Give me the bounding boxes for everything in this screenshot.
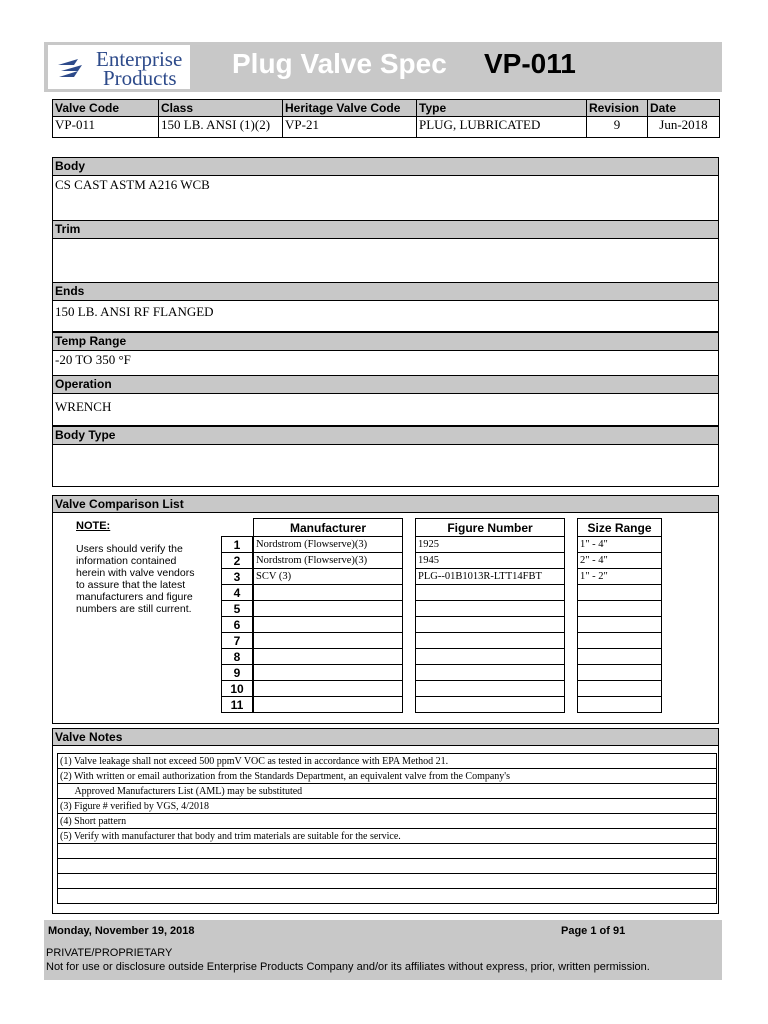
table-row xyxy=(222,665,253,681)
note-line xyxy=(58,889,717,904)
table-row xyxy=(416,601,565,617)
row-number: 7 xyxy=(222,633,253,649)
figure-number-header: Figure Number xyxy=(416,519,565,537)
temp-range-section xyxy=(52,332,719,376)
temp-range-value: -20 TO 350 °F xyxy=(55,352,131,367)
info-header-cell: Class xyxy=(159,100,283,117)
private-label: PRIVATE/PROPRIETARY xyxy=(46,947,173,959)
figure-number-cell xyxy=(416,681,565,697)
table-row xyxy=(416,537,565,553)
trim-label: Trim xyxy=(53,221,718,239)
valve-code-value: VP-011 xyxy=(53,117,159,138)
heritage-code-value: VP-21 xyxy=(283,117,417,138)
table-row xyxy=(416,681,565,697)
size-range-cell xyxy=(578,697,662,713)
row-number: 6 xyxy=(222,617,253,633)
info-header-cell: Date xyxy=(648,100,720,117)
row-number: 1 xyxy=(222,537,253,553)
table-row xyxy=(222,681,253,697)
table-row xyxy=(254,569,403,585)
note-row xyxy=(58,769,717,784)
class-value: 150 LB. ANSI (1)(2) xyxy=(159,117,283,138)
print-date: Monday, November 19, 2018 xyxy=(48,925,195,937)
page-header xyxy=(44,42,722,92)
table-row xyxy=(578,537,662,553)
page-footer xyxy=(44,920,722,980)
table-row xyxy=(222,537,253,553)
manufacturer-cell xyxy=(254,681,403,697)
row-number: 5 xyxy=(222,601,253,617)
info-header-cell: Heritage Valve Code xyxy=(283,100,417,117)
size-range-cell: 1" - 2" xyxy=(578,569,662,585)
manufacturer-cell xyxy=(254,665,403,681)
body-section xyxy=(52,157,719,221)
table-row xyxy=(416,665,565,681)
info-header-cell: Type xyxy=(417,100,587,117)
row-number: 2 xyxy=(222,553,253,569)
note-line xyxy=(58,844,717,859)
note-row xyxy=(58,814,717,829)
note-line xyxy=(58,859,717,874)
table-row xyxy=(416,569,565,585)
manufacturer-cell: Nordstrom (Flowserve)(3) xyxy=(254,537,403,553)
manufacturer-cell: SCV (3) xyxy=(254,569,403,585)
temp-range-label: Temp Range xyxy=(53,333,718,351)
table-row xyxy=(222,617,253,633)
figure-number-cell xyxy=(416,649,565,665)
note-line: (1) Valve leakage shall not exceed 500 ppmV VOC as tested in accordance with EPA Method 21. xyxy=(58,754,717,769)
operation-value: WRENCH xyxy=(55,399,112,414)
disclaimer-text: Not for use or disclosure outside Enterprise Products Company and/or its affiliates without express, prior, written permission. xyxy=(46,961,650,973)
info-header-row xyxy=(53,100,720,117)
table-row xyxy=(254,537,403,553)
table-row xyxy=(578,553,662,569)
note-heading: NOTE: xyxy=(76,520,111,532)
manufacturer-cell xyxy=(254,601,403,617)
table-row xyxy=(254,601,403,617)
figure-number-cell xyxy=(416,697,565,713)
table-row xyxy=(222,633,253,649)
figure-number-cell xyxy=(416,633,565,649)
manufacturer-cell xyxy=(254,617,403,633)
table-row xyxy=(578,681,662,697)
table-row xyxy=(222,649,253,665)
table-row xyxy=(416,697,565,713)
date-value: Jun-2018 xyxy=(648,117,720,138)
size-range-cell xyxy=(578,617,662,633)
table-row xyxy=(578,601,662,617)
size-range-cell xyxy=(578,681,662,697)
note-line: Approved Manufacturers List (AML) may be substituted xyxy=(58,784,717,799)
note-line: (3) Figure # verified by VGS, 4/2018 xyxy=(58,799,717,814)
comparison-list-header: Valve Comparison List xyxy=(52,495,719,513)
company-logo xyxy=(48,45,190,89)
logo-text-line2: Products xyxy=(103,66,177,90)
note-text: Users should verify the information contained herein with valve vendors to assure that the latest manufacturers and figure numbers are still current. xyxy=(76,543,195,615)
table-row xyxy=(254,617,403,633)
manufacturer-cell xyxy=(254,697,403,713)
table-row xyxy=(222,697,253,713)
figure-number-cell xyxy=(416,585,565,601)
figure-number-cell xyxy=(416,601,565,617)
body-value: CS CAST ASTM A216 WCB xyxy=(55,177,210,192)
size-range-cell: 2" - 4" xyxy=(578,553,662,569)
manufacturer-cell xyxy=(254,649,403,665)
spec-code: VP-011 xyxy=(484,48,576,79)
note-line: (5) Verify with manufacturer that body and trim materials are suitable for the service. xyxy=(58,829,717,844)
info-header-cell: Revision xyxy=(587,100,648,117)
size-range-cell xyxy=(578,601,662,617)
table-row xyxy=(254,681,403,697)
figure-number-column xyxy=(415,518,565,713)
note-row xyxy=(58,799,717,814)
table-row xyxy=(254,665,403,681)
table-row xyxy=(222,569,253,585)
table-row xyxy=(578,697,662,713)
row-number: 8 xyxy=(222,649,253,665)
size-range-cell xyxy=(578,633,662,649)
operation-section xyxy=(52,375,719,426)
manufacturer-cell: Nordstrom (Flowserve)(3) xyxy=(254,553,403,569)
table-row xyxy=(578,665,662,681)
table-row xyxy=(254,633,403,649)
row-number: 11 xyxy=(222,697,253,713)
ends-label: Ends xyxy=(53,283,718,301)
row-number: 9 xyxy=(222,665,253,681)
note-row xyxy=(58,754,717,769)
size-range-cell: 1" - 4" xyxy=(578,537,662,553)
table-row xyxy=(416,649,565,665)
note-row xyxy=(58,844,717,859)
figure-number-cell: PLG--01B1013R-LTT14FBT xyxy=(416,569,565,585)
manufacturer-cell xyxy=(254,633,403,649)
note-line: (2) With written or email authorization from the Standards Department, an equivalent valve from the Company's xyxy=(58,769,717,784)
note-line: (4) Short pattern xyxy=(58,814,717,829)
note-row xyxy=(58,829,717,844)
note-row xyxy=(58,889,717,904)
table-row xyxy=(416,585,565,601)
operation-label: Operation xyxy=(53,376,718,394)
table-row xyxy=(578,633,662,649)
table-row xyxy=(416,553,565,569)
table-row xyxy=(222,553,253,569)
table-row xyxy=(578,569,662,585)
table-row xyxy=(578,617,662,633)
ends-value: 150 LB. ANSI RF FLANGED xyxy=(55,304,214,319)
body-type-label: Body Type xyxy=(53,427,718,445)
figure-number-cell: 1945 xyxy=(416,553,565,569)
logo-text-line1: Enterprise xyxy=(96,47,183,71)
row-number-column xyxy=(221,536,253,713)
table-row xyxy=(254,553,403,569)
row-number: 4 xyxy=(222,585,253,601)
enterprise-logo-icon xyxy=(56,54,84,82)
manufacturer-header: Manufacturer xyxy=(254,519,403,537)
table-row xyxy=(416,617,565,633)
table-row xyxy=(254,585,403,601)
valve-info-table xyxy=(52,99,720,138)
size-range-header: Size Range xyxy=(578,519,662,537)
figure-number-cell: 1925 xyxy=(416,537,565,553)
info-header-cell: Valve Code xyxy=(53,100,159,117)
table-row xyxy=(222,601,253,617)
revision-value: 9 xyxy=(587,117,648,138)
manufacturer-cell xyxy=(254,585,403,601)
row-number: 3 xyxy=(222,569,253,585)
table-row xyxy=(578,649,662,665)
table-row xyxy=(578,585,662,601)
row-number: 10 xyxy=(222,681,253,697)
size-range-cell xyxy=(578,585,662,601)
body-type-section xyxy=(52,426,719,487)
body-label: Body xyxy=(53,158,718,176)
ends-section xyxy=(52,282,719,332)
table-row xyxy=(222,585,253,601)
valve-notes-table xyxy=(57,753,717,904)
size-range-cell xyxy=(578,649,662,665)
note-row xyxy=(58,874,717,889)
note-row xyxy=(58,859,717,874)
trim-section xyxy=(52,220,719,283)
page-title: Plug Valve Spec xyxy=(232,48,447,79)
info-value-row xyxy=(53,117,720,138)
note-line xyxy=(58,874,717,889)
figure-number-cell xyxy=(416,665,565,681)
table-row xyxy=(254,697,403,713)
valve-notes-header: Valve Notes xyxy=(52,728,719,746)
type-value: PLUG, LUBRICATED xyxy=(417,117,587,138)
page-number: Page 1 of 91 xyxy=(561,925,626,937)
manufacturer-column xyxy=(253,518,403,713)
figure-number-cell xyxy=(416,617,565,633)
table-row xyxy=(416,633,565,649)
note-row xyxy=(58,784,717,799)
table-row xyxy=(254,649,403,665)
size-range-cell xyxy=(578,665,662,681)
size-range-column xyxy=(577,518,662,713)
